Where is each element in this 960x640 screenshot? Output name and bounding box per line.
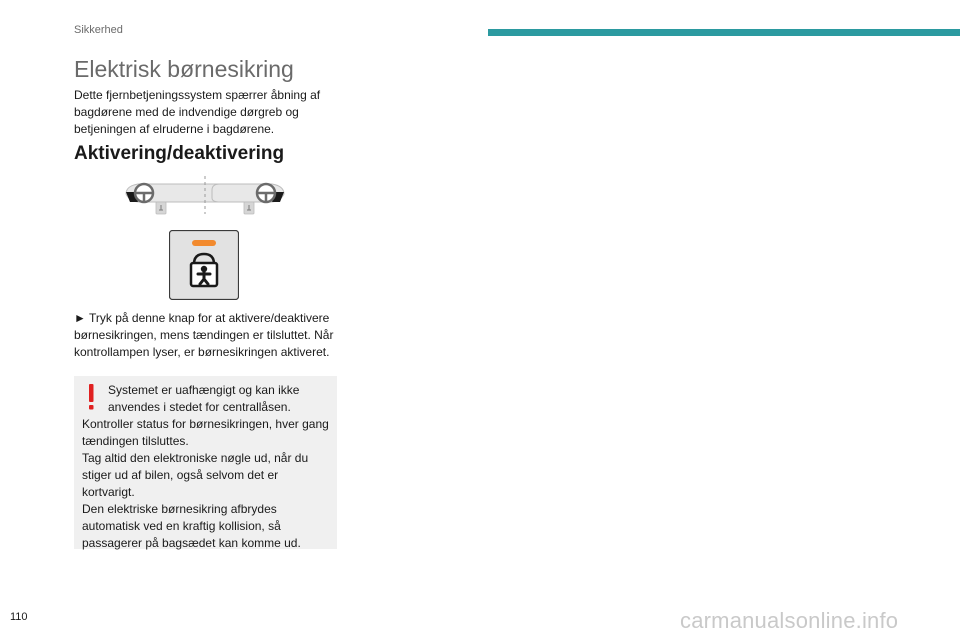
warning-lead: Systemet er uafhængigt og kan ikke anvendes i stedet for centrallåsen. [108, 383, 300, 414]
page-title: Elektrisk børnesikring [74, 56, 294, 82]
indicator-lamp [192, 240, 216, 246]
warning-line: Den elektriske børnesikring afbrydes automatisk ved en kraftig kollision, så passagerer på bagsædet kan komme ud. [82, 502, 301, 550]
section-label: Sikkerhed [74, 24, 123, 36]
warning-note [74, 376, 337, 549]
exclamation-icon [86, 383, 96, 411]
warning-line: Kontroller status for børnesikringen, hver gang tændingen tilsluttes. [82, 417, 329, 448]
instruction-paragraph: ► Tryk på denne knap for at aktivere/deaktivere børnesikringen, mens tændingen er tilsluttet. Når kontrollampen lyser, er børnesikringen aktiveret. [74, 311, 334, 359]
page-number: 110 [10, 611, 28, 623]
warning-body [82, 416, 332, 552]
header-rule [488, 29, 960, 36]
intro-paragraph: Dette fjernbetjeningssystem spærrer åbning af bagdørene med de indvendige dørgreb og betjeningen af elruderne i bagdørene. [74, 88, 321, 136]
right-hand-drive-icon [212, 184, 284, 214]
child-lock-button-icon [169, 230, 239, 300]
watermark: carmanualsonline.info [680, 608, 899, 633]
warning-line: Tag altid den elektroniske nøgle ud, når du stiger ud af bilen, også selvom det er kortvarigt. [82, 451, 309, 499]
car-dashboard-icon [120, 172, 290, 216]
section-heading: Aktivering/deaktivering [74, 143, 285, 164]
